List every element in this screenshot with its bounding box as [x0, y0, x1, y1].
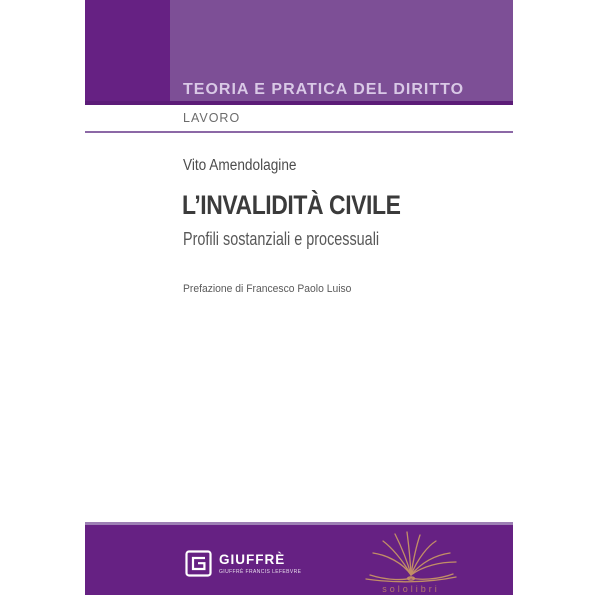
series-subject-label: LAVORO: [183, 111, 241, 125]
book-subtitle: Profili sostanziali e processuali: [183, 229, 380, 249]
preface-credit: Prefazione di Francesco Paolo Luiso: [183, 283, 352, 295]
cover-footer-band: [85, 522, 513, 595]
bookstore-watermark-text: sololibri: [382, 584, 440, 594]
series-subject-row: [85, 105, 513, 131]
book-cover: [85, 0, 513, 595]
bookstore-watermark: [361, 531, 461, 594]
author-name: Vito Amendolagine: [183, 157, 297, 174]
open-book-icon: [361, 531, 461, 583]
publisher-tagline: GIUFFRÈ FRANCIS LEFEBVRE: [219, 568, 302, 575]
series-title: TEORIA E PRATICA DEL DIRITTO: [183, 81, 465, 98]
header-accent-block: [85, 0, 170, 101]
divider-line: [85, 131, 513, 133]
book-title: L’INVALIDITÀ CIVILE: [182, 190, 401, 220]
publisher-wordmark: [219, 550, 301, 575]
cover-header-band: [85, 0, 513, 105]
publisher-logo: [185, 550, 301, 577]
giuffre-logo-icon: [185, 550, 212, 577]
publisher-name: GIUFFRÈ: [219, 552, 286, 567]
